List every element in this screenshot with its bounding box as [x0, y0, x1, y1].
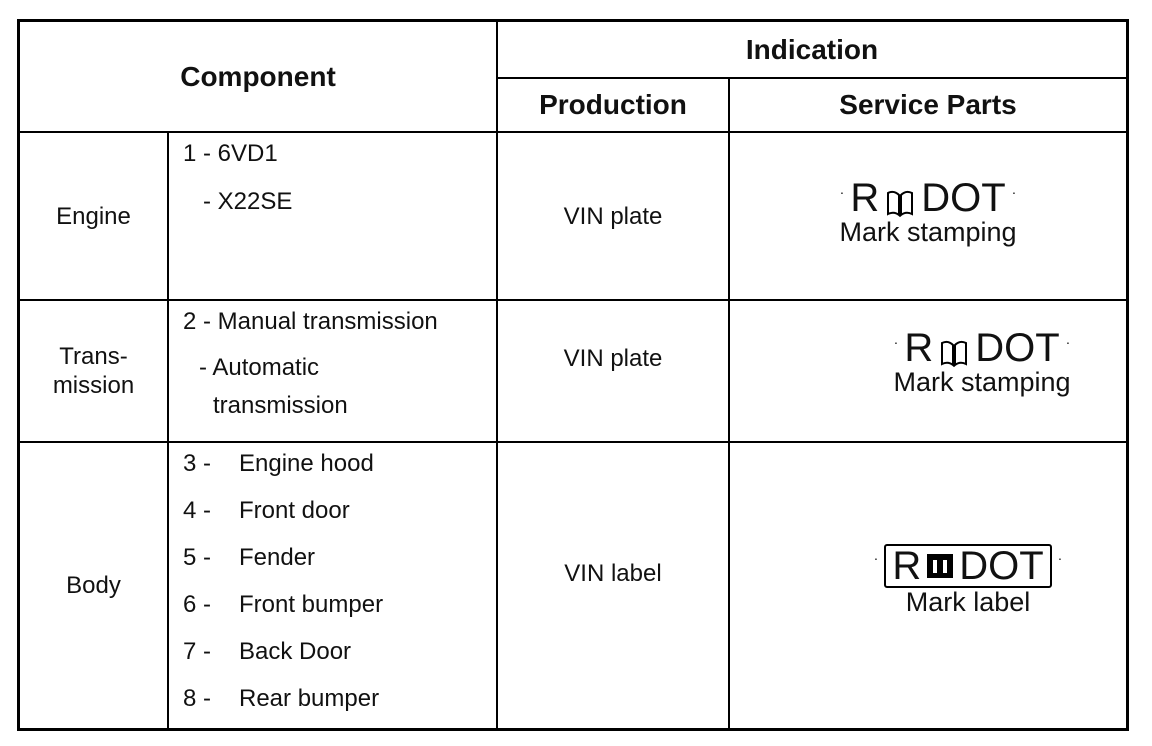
- part-number: 6 -: [183, 591, 212, 618]
- part-number: 8 -: [183, 685, 212, 712]
- part-name: Front bumper: [239, 591, 384, 618]
- part-line: transmission: [213, 392, 348, 419]
- mark-label-box: [884, 544, 1051, 588]
- rule-col-service: [728, 77, 730, 728]
- row-body-service-mark: · R DOT · Mark label: [850, 544, 1086, 616]
- mark-letter-r: R: [904, 326, 934, 370]
- part-line: - Automatic: [199, 354, 320, 381]
- book-emblem-icon: [885, 188, 915, 218]
- mark-letters-dot: DOT: [975, 326, 1060, 370]
- part-line: - X22SE: [203, 188, 293, 215]
- row-transmission-service-mark: · R DOT · Mark stamping: [860, 328, 1104, 396]
- part-name: Back Door: [239, 638, 352, 665]
- part-number: 5 -: [183, 544, 212, 571]
- header-component: Component: [180, 60, 336, 92]
- row-engine-production: VIN plate: [563, 202, 663, 230]
- mark-caption: Mark stamping: [839, 217, 1017, 247]
- row-engine-component: Engine: [56, 202, 131, 230]
- part-number: 4 -: [183, 497, 212, 524]
- header-production: Production: [539, 89, 687, 120]
- book-emblem-icon: [925, 551, 955, 581]
- part-number: 7 -: [183, 638, 212, 665]
- part-name: Rear bumper: [239, 685, 380, 712]
- mark-letters-dot: DOT: [921, 176, 1006, 220]
- component-line: Trans-: [59, 343, 128, 370]
- header-service-parts: Service Parts: [839, 89, 1017, 120]
- row-engine-service-mark: · R DOT · Mark stamping: [730, 178, 1126, 246]
- part-name: Engine hood: [239, 450, 374, 477]
- mark-caption: Mark stamping: [893, 367, 1071, 397]
- part-name: Fender: [239, 544, 316, 571]
- part-line: 1 - 6VD1: [183, 140, 278, 167]
- row-body-component: Body: [66, 572, 121, 599]
- row-transmission-component: [20, 301, 167, 441]
- book-emblem-icon: [939, 338, 969, 368]
- row-body-production: VIN label: [564, 559, 662, 587]
- part-name: Front door: [239, 497, 350, 524]
- part-line: 2 - Manual transmission: [183, 308, 438, 335]
- component-line: mission: [52, 372, 135, 399]
- mark-letter-r: R: [850, 176, 880, 220]
- rule-col-parts: [167, 131, 169, 728]
- mark-letters-dot: DOT: [959, 544, 1044, 588]
- header-indication: Indication: [745, 33, 879, 65]
- mark-caption: Mark label: [905, 587, 1031, 617]
- component-indication-table: [17, 19, 1129, 731]
- row-transmission-production: VIN plate: [563, 345, 663, 372]
- mark-letter-r: R: [892, 544, 922, 588]
- part-number: 3 -: [183, 450, 212, 477]
